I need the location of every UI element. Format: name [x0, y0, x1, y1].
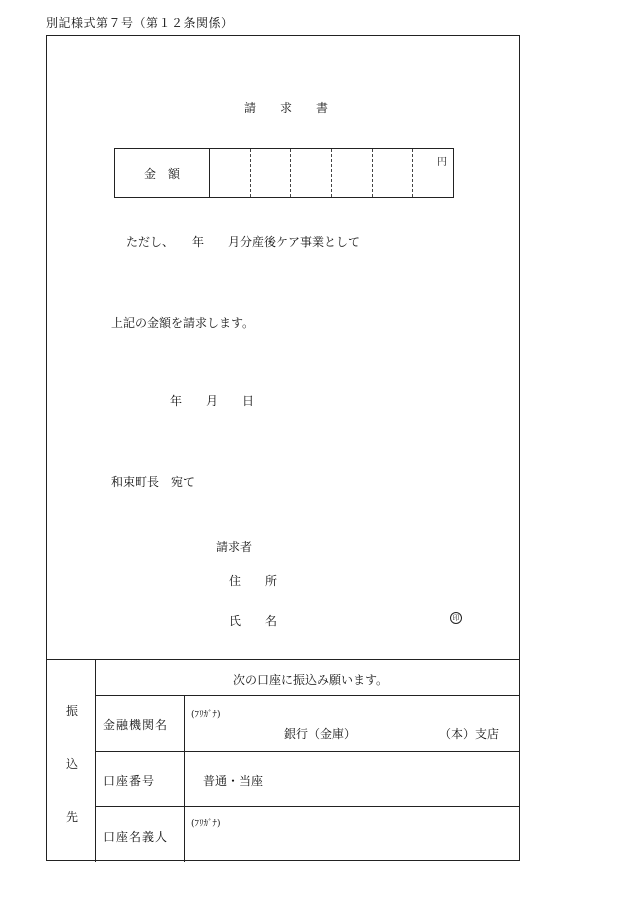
transfer-instruction: 次の口座に振込み願います。 [233, 673, 389, 687]
amount-digit-cell[interactable] [210, 149, 251, 197]
side-char-2: 込 [66, 757, 79, 771]
form-number-label: 別記様式第７号（第１２条関係） [46, 16, 234, 30]
seal-mark-icon: 印 [450, 612, 462, 624]
name-label: 氏 名 [229, 614, 278, 628]
amount-digit-cell[interactable] [291, 149, 332, 197]
row-divider [96, 695, 520, 696]
bank-name-field[interactable]: 銀行（金庫） [284, 727, 357, 741]
account-holder-label: 口座名義人 [103, 830, 169, 844]
request-statement: 上記の金額を請求します。 [111, 316, 255, 330]
addressee: 和束町長 宛て [111, 475, 196, 489]
address-label: 住 所 [229, 574, 278, 588]
yen-unit: 円 [437, 157, 448, 168]
amount-digit-cell[interactable] [332, 149, 373, 197]
column-divider [184, 695, 185, 862]
document-title: 請 求 書 [244, 101, 329, 115]
amount-digit-cell-yen[interactable] [413, 149, 453, 197]
amount-digit-cell[interactable] [373, 149, 414, 197]
account-number-label: 口座番号 [103, 774, 156, 788]
bank-transfer-section [46, 659, 520, 861]
institution-label: 金融機関名 [103, 718, 169, 732]
date-line: 年 月 日 [170, 394, 255, 408]
amount-table [114, 148, 454, 198]
transfer-destination-column [46, 660, 96, 862]
row-divider [96, 806, 520, 807]
institution-furigana: (ﾌﾘｶﾞﾅ) [191, 710, 221, 720]
purpose-line: ただし、 年 月分産後ケア事業として [126, 235, 361, 249]
amount-digit-cell[interactable] [251, 149, 292, 197]
account-type-field[interactable]: 普通・当座 [203, 774, 264, 788]
claimant-heading: 請求者 [216, 540, 253, 554]
side-char-1: 振 [66, 704, 79, 718]
branch-name-field[interactable]: （本）支店 [439, 727, 500, 741]
amount-label: 金 額 [115, 149, 210, 197]
row-divider [96, 751, 520, 752]
holder-furigana: (ﾌﾘｶﾞﾅ) [191, 819, 221, 829]
side-char-3: 先 [66, 810, 79, 824]
